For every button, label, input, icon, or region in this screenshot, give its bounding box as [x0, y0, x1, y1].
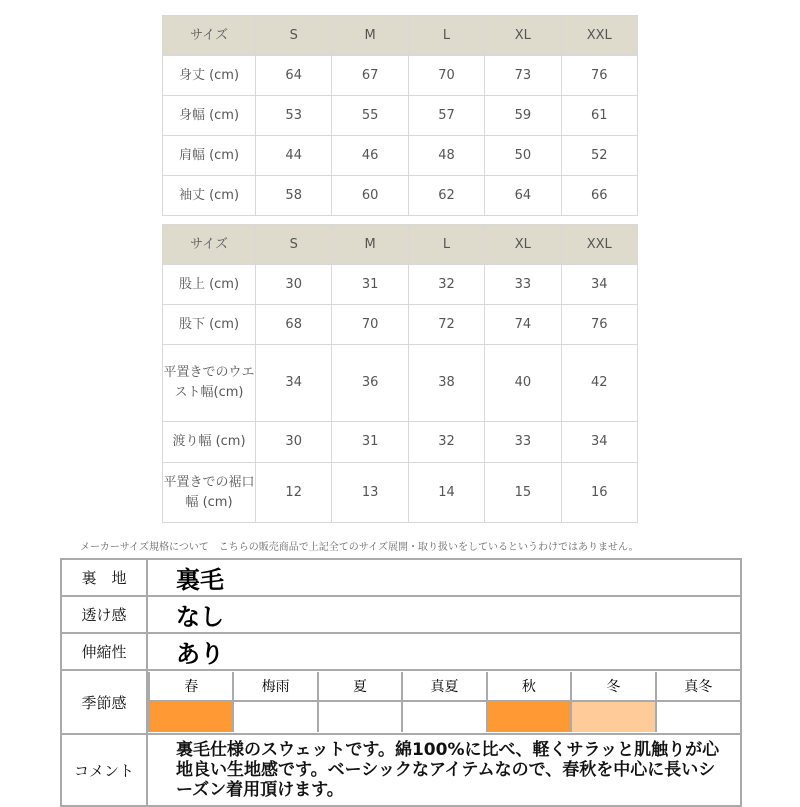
season-name: 真夏 [402, 672, 486, 701]
season-name: 秋 [487, 672, 571, 701]
header-cell: L [408, 225, 484, 265]
spec-table [60, 558, 742, 807]
season-name: 夏 [318, 672, 402, 701]
value-cell: 64 [485, 176, 561, 216]
stretch-value: あり [147, 633, 741, 670]
value-cell: 66 [561, 176, 637, 216]
value-cell: 31 [332, 422, 408, 463]
header-cell: M [332, 16, 408, 56]
value-cell: 61 [561, 96, 637, 136]
top-size-table [162, 15, 638, 216]
header-cell: L [408, 16, 484, 56]
season-indicator [402, 701, 486, 732]
table-row [163, 96, 638, 136]
value-cell: 44 [256, 136, 332, 176]
header-cell: S [256, 16, 332, 56]
value-cell: 53 [256, 96, 332, 136]
value-cell: 70 [408, 56, 484, 96]
season-indicator [571, 701, 655, 732]
value-cell: 48 [408, 136, 484, 176]
sheer-value: なし [147, 596, 741, 633]
table-row [163, 265, 638, 305]
value-cell: 62 [408, 176, 484, 216]
value-cell: 55 [332, 96, 408, 136]
table-row [163, 463, 638, 523]
comment-text: 裏毛仕様のスウェットです。綿100%に比べ、軽くサラッと肌触りが心地良い生地感です。ベーシックなアイテムなので、春秋を中心に長いシーズン着用頂けます。 [147, 734, 741, 806]
value-cell: 70 [332, 305, 408, 345]
season-indicator [318, 701, 402, 732]
value-cell: 42 [561, 345, 637, 422]
row-label: 身丈 (cm) [163, 56, 256, 96]
value-cell: 33 [485, 422, 561, 463]
header-cell: サイズ [163, 16, 256, 56]
value-cell: 59 [485, 96, 561, 136]
season-label: 季節感 [61, 670, 147, 734]
value-cell: 38 [408, 345, 484, 422]
row-label: 平置きでのウエスト幅(cm) [163, 345, 256, 422]
value-cell: 30 [256, 422, 332, 463]
value-cell: 50 [485, 136, 561, 176]
row-label: 股上 (cm) [163, 265, 256, 305]
value-cell: 14 [408, 463, 484, 523]
season-indicator [149, 701, 233, 732]
lining-label: 裏 地 [61, 559, 147, 596]
value-cell: 68 [256, 305, 332, 345]
value-cell: 16 [561, 463, 637, 523]
row-label: 身幅 (cm) [163, 96, 256, 136]
value-cell: 67 [332, 56, 408, 96]
table-row [163, 176, 638, 216]
table-row [163, 56, 638, 96]
value-cell: 76 [561, 56, 637, 96]
value-cell: 34 [256, 345, 332, 422]
value-cell: 32 [408, 422, 484, 463]
table-row [163, 305, 638, 345]
value-cell: 57 [408, 96, 484, 136]
value-cell: 34 [561, 265, 637, 305]
row-label: 肩幅 (cm) [163, 136, 256, 176]
row-label: 平置きでの裾口幅 (cm) [163, 463, 256, 523]
season-name: 春 [149, 672, 233, 701]
value-cell: 12 [256, 463, 332, 523]
value-cell: 46 [332, 136, 408, 176]
header-cell: XXL [561, 225, 637, 265]
value-cell: 32 [408, 265, 484, 305]
row-label: 袖丈 (cm) [163, 176, 256, 216]
header-cell: M [332, 225, 408, 265]
value-cell: 33 [485, 265, 561, 305]
season-indicator [233, 701, 317, 732]
table-row [163, 345, 638, 422]
season-name: 冬 [571, 672, 655, 701]
value-cell: 73 [485, 56, 561, 96]
stretch-label: 伸縮性 [61, 633, 147, 670]
header-cell: XL [485, 225, 561, 265]
season-name: 梅雨 [233, 672, 317, 701]
value-cell: 30 [256, 265, 332, 305]
value-cell: 64 [256, 56, 332, 96]
season-grid [148, 672, 740, 732]
value-cell: 76 [561, 305, 637, 345]
value-cell: 31 [332, 265, 408, 305]
value-cell: 74 [485, 305, 561, 345]
table-row [163, 136, 638, 176]
header-cell: サイズ [163, 225, 256, 265]
comment-label: コメント [61, 734, 147, 806]
header-cell: XXL [561, 16, 637, 56]
value-cell: 36 [332, 345, 408, 422]
value-cell: 58 [256, 176, 332, 216]
bottom-size-table [162, 224, 638, 523]
header-cell: S [256, 225, 332, 265]
season-indicator [656, 701, 740, 732]
size-note: メーカーサイズ規格について こちらの販売商品で上記全てのサイズ展開・取り扱いをしているというわけではありません。 [80, 542, 639, 553]
lining-value: 裏毛 [147, 559, 741, 596]
value-cell: 52 [561, 136, 637, 176]
row-label: 股下 (cm) [163, 305, 256, 345]
table-row [163, 422, 638, 463]
row-label: 渡り幅 (cm) [163, 422, 256, 463]
value-cell: 34 [561, 422, 637, 463]
header-cell: XL [485, 16, 561, 56]
value-cell: 13 [332, 463, 408, 523]
value-cell: 40 [485, 345, 561, 422]
value-cell: 60 [332, 176, 408, 216]
season-indicator [487, 701, 571, 732]
season-name: 真冬 [656, 672, 740, 701]
value-cell: 15 [485, 463, 561, 523]
value-cell: 72 [408, 305, 484, 345]
sheer-label: 透け感 [61, 596, 147, 633]
